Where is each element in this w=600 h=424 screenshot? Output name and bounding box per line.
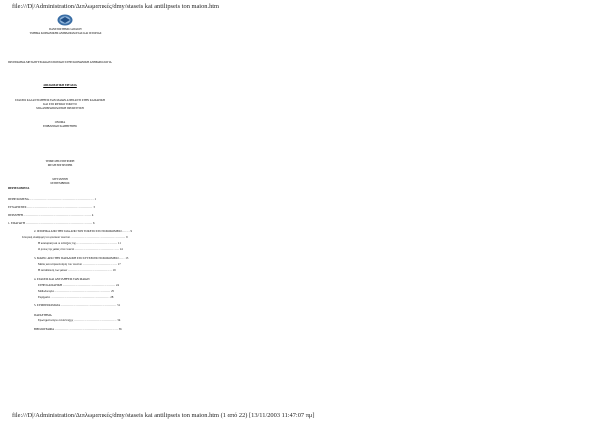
toc-page: 9: [130, 229, 132, 233]
university-seal-icon: [57, 14, 73, 26]
toc-entry[interactable]: [34, 327, 122, 331]
toc-entry[interactable]: [34, 303, 120, 307]
toc-label: ΠΕΡΙΕΧΟΜΕΝΑ: [8, 197, 29, 201]
toc-page: 4: [91, 213, 94, 217]
browser-print-header: file:///D|/Administration/Διπλωματικές/dmy/staseis kai antilipseis ton maion.htm: [12, 3, 220, 10]
toc-page: 54: [117, 318, 121, 322]
toc-label: 3. ΜΑΙΕΣ: ΑΠΟ ΤΗΝ ΠΑΡΑΔΟΣΗ ΣΤΟ ΣΥΓΧΡΟΝΟ ΝΟΣΟΚΟΜΕΙΟ: [34, 256, 119, 260]
toc-entry[interactable]: [22, 235, 128, 239]
toc-entry[interactable]: [34, 256, 128, 260]
toc-label: Η εκπαίδευση των μαιών: [38, 268, 68, 272]
toc-leader: .....: [119, 256, 125, 260]
toc-entry[interactable]: [38, 289, 114, 293]
browser-print-footer: file:///D|/Administration/Διπλωματικές/dmy/staseis kai antilipseis ton maion.htm (1 από 22) [13/11/2003 11:47:07 πμ]: [12, 412, 315, 419]
institution-line2: ΤΜΗΜΑ ΚΟΙΝΩΝΙΚΗΣ ΑΝΘΡΩΠΟΛΟΓΙΑΣ ΚΑΙ ΙΣΤΟΡΙΑΣ: [29, 32, 102, 35]
toc-page: 25: [111, 289, 114, 293]
toc-label: 1. ΕΙΣΑΓΩΓΗ: [8, 221, 25, 225]
thesis-title-line2: ΚΑΙ ΣΤΟ ΦΥΣΙΚΟ ΤΟΚΕΤΟ: [43, 103, 77, 106]
toc-page: 3: [93, 205, 95, 209]
toc-label: ΒΙΒΛΙΟΓΡΑΦΙΑ: [34, 327, 54, 331]
toc-leader: ...............................................................: [23, 213, 92, 217]
toc-page: 6: [92, 221, 95, 225]
toc-page: 14: [119, 247, 123, 251]
toc-leader: ...........................................................: [54, 327, 118, 331]
toc-label: 4. ΣΤΑΣΕΙΣ ΚΑΙ ΑΝΤΙΛΗΨΕΙΣ ΤΩΝ ΜΑΙΩΝ: [34, 277, 90, 281]
toc-page: 56: [118, 327, 122, 331]
toc-entry[interactable]: [38, 268, 116, 272]
toc-label: Η καισαρική και οι ενδείξεις της: [38, 241, 76, 245]
contents-heading: ΠΕΡΙΕΧΟΜΕΝΑ: [8, 187, 30, 190]
toc-label: ΣΤΗΝ ΚΑΙΣΑΡΙΚΗ: [38, 283, 62, 287]
toc-leader: .........................................: [75, 247, 119, 251]
toc-entry[interactable]: [8, 205, 95, 209]
toc-entry[interactable]: [38, 262, 121, 266]
toc-label: Μεθοδολογία: [38, 289, 54, 293]
thesis-title-line3: ΜΙΑ ΑΝΘΡΩΠΟΛΟΓΙΚΗ ΠΡΟΣΕΓΓΙΣΗ: [36, 107, 84, 110]
toc-page: 17: [117, 262, 121, 266]
toc-leader: ....................................................: [54, 289, 111, 293]
toc-entry[interactable]: [38, 318, 120, 322]
toc-entry[interactable]: [38, 247, 123, 251]
toc-page: 28: [110, 295, 114, 299]
toc-page: 11: [117, 241, 121, 245]
toc-page: 15: [125, 256, 129, 260]
toc-label: ΕΥΧΑΡΙΣΤΙΕΣ: [8, 205, 27, 209]
author-label: ΟΝΟΜΑ: [54, 121, 66, 124]
toc-entry[interactable]: [34, 229, 132, 233]
toc-entry[interactable]: [8, 197, 96, 201]
toc-label: Μαίες και ιατρικοποίηση του τοκετού: [38, 262, 82, 266]
toc-page: 1: [94, 197, 96, 201]
toc-leader: ............................................................: [29, 197, 94, 201]
place-label: ΜΥΤΙΛΗΝΗ: [52, 178, 68, 181]
institution-line1: ΠΑΝΕΠΙΣΤΗΜΙΟ ΑΙΓΑΙΟΥ: [48, 28, 83, 31]
toc-label: Ιστορική αναδρομή του φυσικού τοκετού: [22, 235, 70, 239]
date-label: ΣΕΠΤΕΜΒΡΙΟΣ: [50, 182, 70, 185]
toc-leader: .......: [122, 229, 130, 233]
toc-label: Ευρήματα: [38, 295, 50, 299]
toc-label: ΠΑΡΑΡΤΗΜΑ: [34, 313, 52, 317]
toc-label: 2. ΙΣΤΟΡΙΚΑ ΑΠΟ ΤΗΝ ΙΔΙΑ ΑΠΟ ΤΟΝ ΤΟΚΕΤΟ ΣΤΟ ΝΟΣΟΚΟΜΕΙΟ: [34, 229, 122, 233]
thesis-label: ΔΙΠΛΩΜΑΤΙΚΗ ΕΡΓΑΣΙΑ: [43, 84, 77, 87]
toc-page: 24: [116, 283, 119, 287]
toc-entry[interactable]: [8, 213, 93, 217]
toc-page: 19: [112, 268, 116, 272]
toc-leader: ....................................................: [60, 303, 117, 307]
programme-line: ΠΡΟΓΡΑΜΜΑ ΜΕΤΑΠΤΥΧΙΑΚΩΝ ΣΠΟΥΔΩΝ ΣΤΗΝ ΚΟΙΝΩΝΙΚΗ ΑΝΘΡΩΠΟΛΟΓΙΑ: [8, 61, 112, 64]
toc-leader: ......................................: [76, 241, 118, 245]
toc-entry[interactable]: [34, 277, 90, 281]
toc-label: Ο ρόλος της μαίας στον τοκετό: [38, 247, 75, 251]
toc-entry[interactable]: [8, 221, 94, 225]
committee-line2: ΜΕΛΗ ΕΠΙΤΡΟΠΗΣ: [47, 164, 73, 167]
toc-page: 9: [126, 235, 128, 239]
toc-leader: ................................: [82, 262, 118, 266]
thesis-title-line1: ΣΤΑΣΕΙΣ ΚΑΙ ΑΝΤΙΛΗΨΕΙΣ ΤΩΝ ΜΑΙΩΝ ΑΠΕΝΑΝΤΙ ΣΤΗΝ ΚΑΙΣΑΡΙΚΗ: [15, 99, 105, 102]
supervisor-label: ΕΠΙΒΛΕΠΩΝ ΚΑΘΗΓΗΤΗΣ: [42, 125, 78, 128]
toc-label: 5. ΣΥΜΠΕΡΑΣΜΑΤΑ: [34, 303, 60, 307]
toc-leader: .......................................................: [50, 295, 110, 299]
toc-leader: .............................................................: [27, 205, 93, 209]
toc-leader: .................................................: [62, 283, 116, 287]
toc-label: Ερωτηματολόγιο συνέντευξης: [38, 318, 74, 322]
toc-leader: .........................................: [67, 268, 112, 272]
toc-leader: ...................................................: [70, 235, 126, 239]
toc-label: ΠΕΡΙΛΗΨΗ: [8, 213, 23, 217]
toc-page: 51: [117, 303, 121, 307]
committee-line1: ΤΡΙΜΕΛΗΣ ΕΠΙΤΡΟΠΗ: [45, 160, 75, 163]
toc-entry[interactable]: [38, 283, 119, 287]
toc-entry[interactable]: [38, 295, 113, 299]
toc-leader: ..............................................................: [25, 221, 93, 225]
toc-leader: ........................................: [73, 318, 117, 322]
toc-entry[interactable]: [38, 241, 121, 245]
toc-entry[interactable]: [34, 313, 52, 317]
